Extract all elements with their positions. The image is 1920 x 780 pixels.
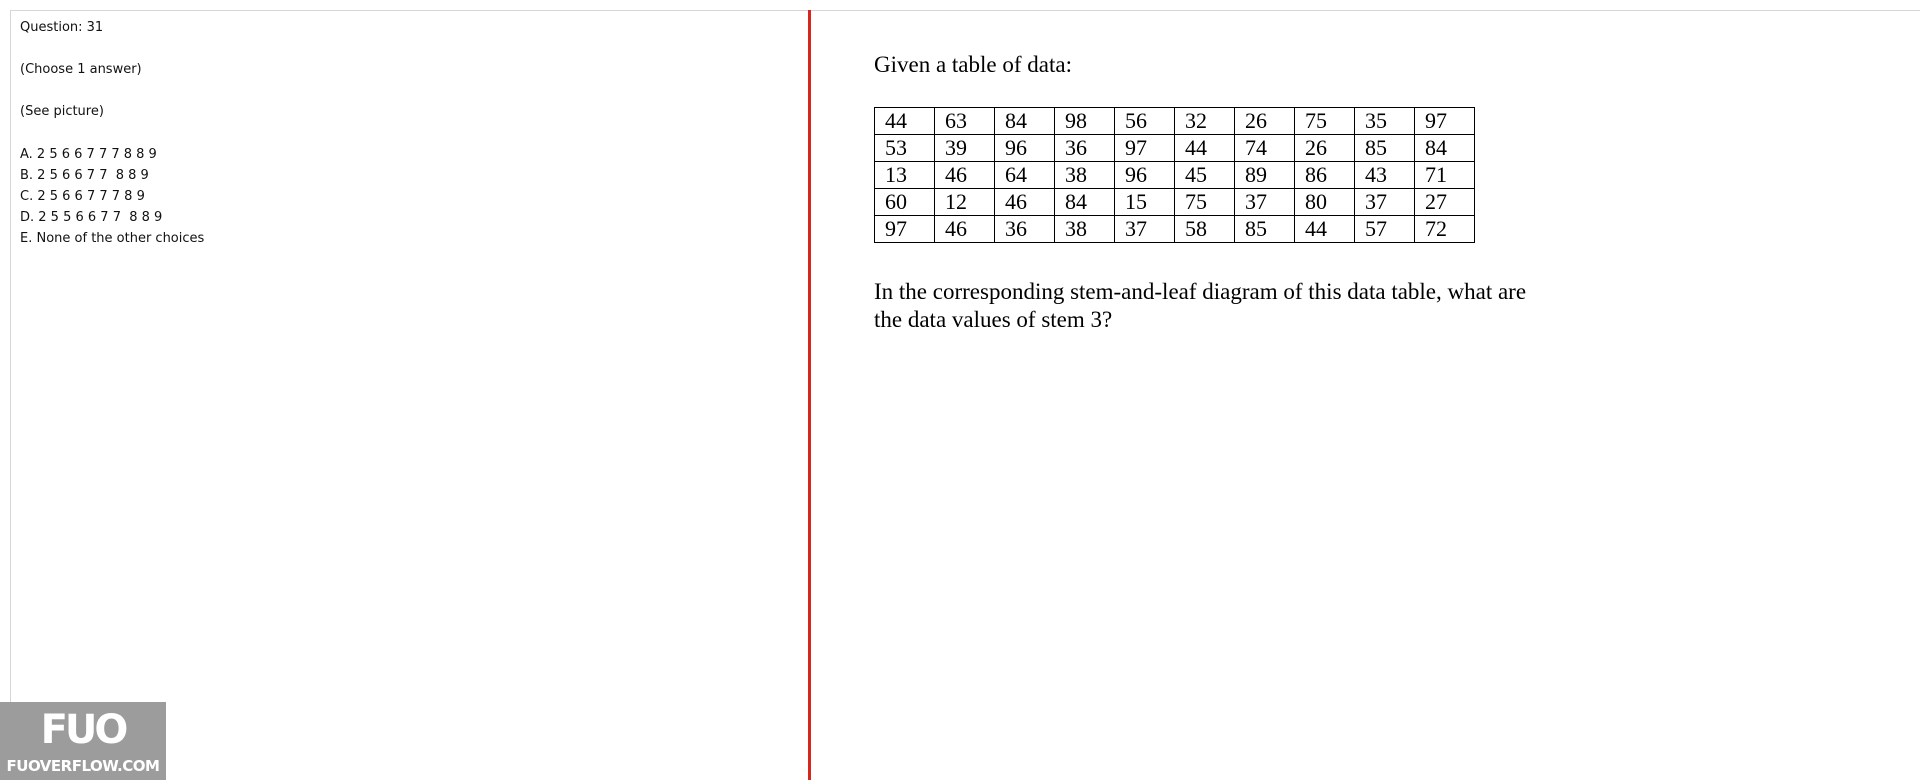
table-row bbox=[875, 189, 1475, 216]
table-cell: 32 bbox=[1175, 108, 1235, 135]
table-cell: 84 bbox=[995, 108, 1055, 135]
table-cell: 37 bbox=[1115, 216, 1175, 243]
answer-option-d[interactable]: D. 2 5 5 6 6 7 7 8 8 9 bbox=[20, 210, 163, 225]
table-cell: 36 bbox=[995, 216, 1055, 243]
table-cell: 46 bbox=[935, 162, 995, 189]
table-cell: 84 bbox=[1055, 189, 1115, 216]
table-cell: 35 bbox=[1355, 108, 1415, 135]
table-cell: 37 bbox=[1355, 189, 1415, 216]
table-row bbox=[875, 108, 1475, 135]
table-row bbox=[875, 216, 1475, 243]
answer-option-c[interactable]: C. 2 5 6 6 7 7 7 8 9 bbox=[20, 189, 145, 204]
table-cell: 15 bbox=[1115, 189, 1175, 216]
table-cell: 26 bbox=[1295, 135, 1355, 162]
table-cell: 84 bbox=[1415, 135, 1475, 162]
table-row bbox=[875, 162, 1475, 189]
table-cell: 36 bbox=[1055, 135, 1115, 162]
table-cell: 27 bbox=[1415, 189, 1475, 216]
question-number: Question: 31 bbox=[20, 20, 104, 35]
table-cell: 58 bbox=[1175, 216, 1235, 243]
picture-panel bbox=[811, 11, 1920, 780]
picture-question-line-2: the data values of stem 3? bbox=[874, 307, 1113, 332]
answer-option-a[interactable]: A. 2 5 6 6 7 7 7 8 8 9 bbox=[20, 147, 157, 162]
table-cell: 97 bbox=[1115, 135, 1175, 162]
answer-option-b[interactable]: B. 2 5 6 6 7 7 8 8 9 bbox=[20, 168, 149, 183]
table-cell: 80 bbox=[1295, 189, 1355, 216]
table-cell: 37 bbox=[1235, 189, 1295, 216]
table-cell: 45 bbox=[1175, 162, 1235, 189]
table-cell: 43 bbox=[1355, 162, 1415, 189]
table-cell: 46 bbox=[935, 216, 995, 243]
picture-question-line-1: In the corresponding stem-and-leaf diagram of this data table, what are bbox=[874, 279, 1527, 304]
table-cell: 75 bbox=[1295, 108, 1355, 135]
table-cell: 71 bbox=[1415, 162, 1475, 189]
table-cell: 98 bbox=[1055, 108, 1115, 135]
table-cell: 44 bbox=[875, 108, 935, 135]
fuo-logo: FUO bbox=[40, 707, 126, 753]
table-cell: 97 bbox=[875, 216, 935, 243]
table-cell: 39 bbox=[935, 135, 995, 162]
table-cell: 72 bbox=[1415, 216, 1475, 243]
table-cell: 38 bbox=[1055, 216, 1115, 243]
table-cell: 74 bbox=[1235, 135, 1295, 162]
table-cell: 75 bbox=[1175, 189, 1235, 216]
table-cell: 63 bbox=[935, 108, 995, 135]
table-cell: 96 bbox=[995, 135, 1055, 162]
picture-intro: Given a table of data: bbox=[874, 52, 1072, 77]
table-cell: 13 bbox=[875, 162, 935, 189]
table-cell: 44 bbox=[1175, 135, 1235, 162]
table-cell: 85 bbox=[1235, 216, 1295, 243]
table-cell: 57 bbox=[1355, 216, 1415, 243]
table-cell: 38 bbox=[1055, 162, 1115, 189]
table-cell: 86 bbox=[1295, 162, 1355, 189]
question-panel bbox=[11, 11, 807, 780]
watermark-site-text: FUOVERFLOW.COM bbox=[6, 757, 160, 775]
table-row bbox=[875, 135, 1475, 162]
table-cell: 89 bbox=[1235, 162, 1295, 189]
data-table bbox=[874, 107, 1475, 243]
table-cell: 12 bbox=[935, 189, 995, 216]
fuoverflow-watermark bbox=[0, 702, 166, 780]
table-cell: 60 bbox=[875, 189, 935, 216]
table-cell: 97 bbox=[1415, 108, 1475, 135]
see-picture-note: (See picture) bbox=[20, 104, 104, 119]
table-cell: 85 bbox=[1355, 135, 1415, 162]
table-cell: 56 bbox=[1115, 108, 1175, 135]
answer-instruction: (Choose 1 answer) bbox=[20, 62, 142, 77]
table-cell: 96 bbox=[1115, 162, 1175, 189]
table-cell: 26 bbox=[1235, 108, 1295, 135]
table-cell: 64 bbox=[995, 162, 1055, 189]
answer-option-e[interactable]: E. None of the other choices bbox=[20, 231, 205, 246]
table-cell: 46 bbox=[995, 189, 1055, 216]
table-cell: 44 bbox=[1295, 216, 1355, 243]
table-cell: 53 bbox=[875, 135, 935, 162]
